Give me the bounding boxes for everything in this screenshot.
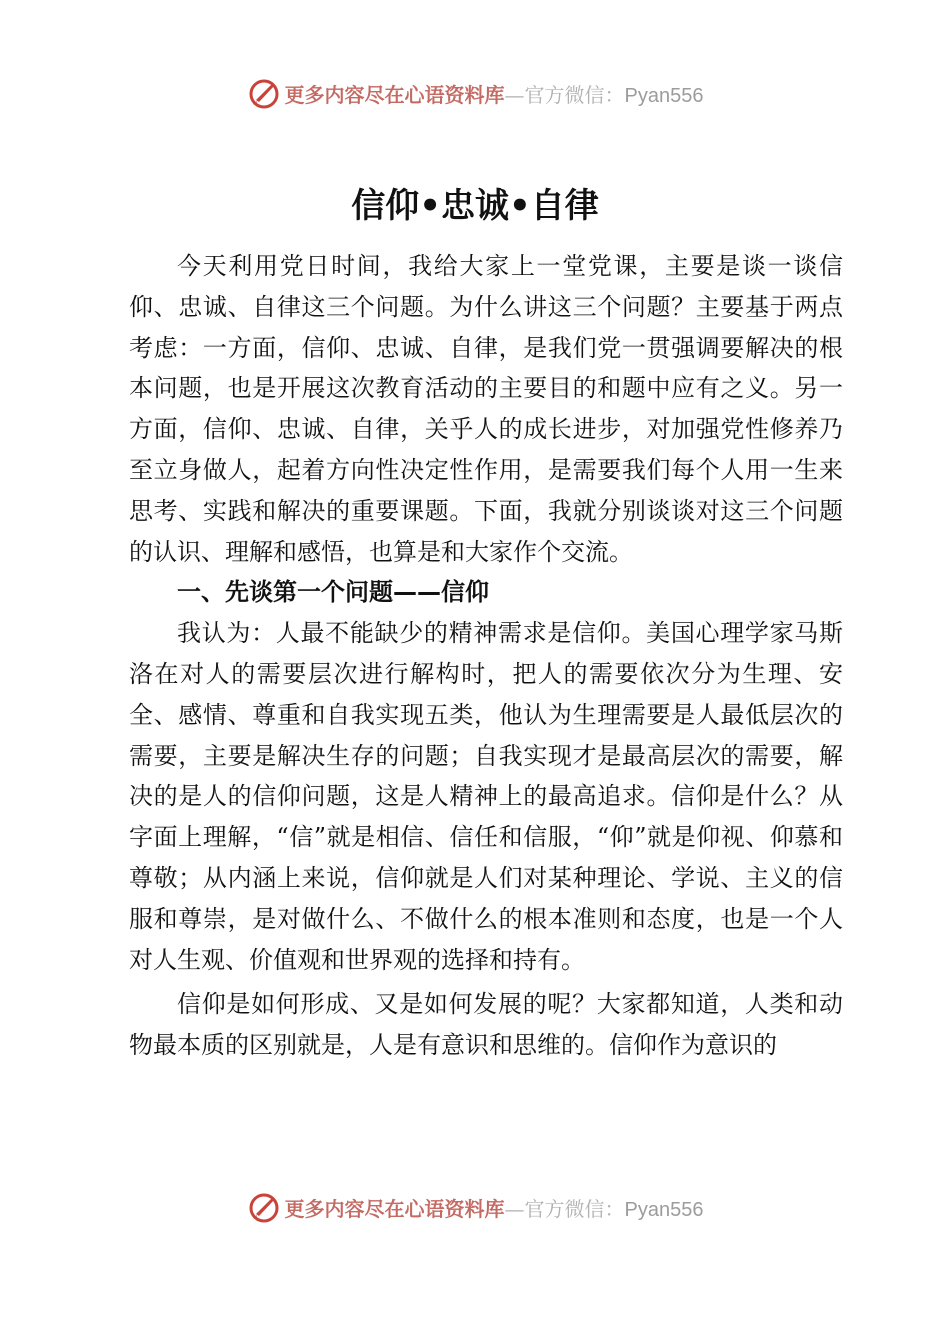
banner-wechat-id: Pyan556 [624,1198,704,1221]
banner-text [285,79,704,108]
quill-seal-logo-icon [247,76,281,110]
banner-text [285,1193,704,1222]
footer-banner [0,1187,950,1227]
paragraph-belief-formation: 信仰是如何形成、又是如何发展的呢？大家都知道，人类和动物最本质的区别就是，人是有意识和思维的。信仰作为意识的 [129,990,843,1060]
quill-seal-logo-icon [247,1190,281,1224]
paragraph-intro: 今天利用党日时间，我给大家上一堂党课，主要是谈一谈信仰、忠诚、自律这三个问题。为什么讲这三个问题？主要基于两点考虑：一方面，信仰、忠诚、自律，是我们党一贯强调要解决的根本问题，也是开展这次教育活动的主要目的和题中应有之义。另一方面，信仰、忠诚、自律，关乎人的成长进步，对加强党性修养乃至立身做人，起着方向性决定性作用，是需要我们每个人用一生来思考、实践和解决的重要课题。下面，我就分别谈谈对这三个问题的认识、理解和感悟，也算是和大家作个交流。 [129,252,843,566]
banner-brand: 更多内容尽在心语资料库 [284,1196,505,1221]
document-title: 信仰•忠诚•自律 [351,186,599,226]
banner-wechat-id: Pyan556 [624,84,704,107]
banner-brand: 更多内容尽在心语资料库 [284,82,505,107]
header-banner [0,73,950,113]
paragraph-belief-definition: 我认为：人最不能缺少的精神需求是信仰。美国心理学家马斯洛在对人的需要层次进行解构时，把人的需要依次分为生理、安全、感情、尊重和自我实现五类，他认为生理需要是人最低层次的需要，主要是解决生存的问题；自我实现才是最高层次的需要，解决的是人的信仰问题，这是人精神上的最高追求。信仰是什么？从字面上理解，“信”就是相信、信任和信服，“仰”就是仰视、仰慕和尊敬；从内涵上来说，信仰就是人们对某种理论、学说、主义的信服和尊崇，是对做什么、不做什么的根本准则和态度，也是一个人对人生观、价值观和世界观的选择和持有。 [129,619,843,974]
banner-official-label: —官方微信： [504,1196,625,1221]
banner-official-label: —官方微信： [504,82,625,107]
section-heading: 一、先谈第一个问题——信仰 [177,578,489,607]
document-body [129,246,843,1066]
